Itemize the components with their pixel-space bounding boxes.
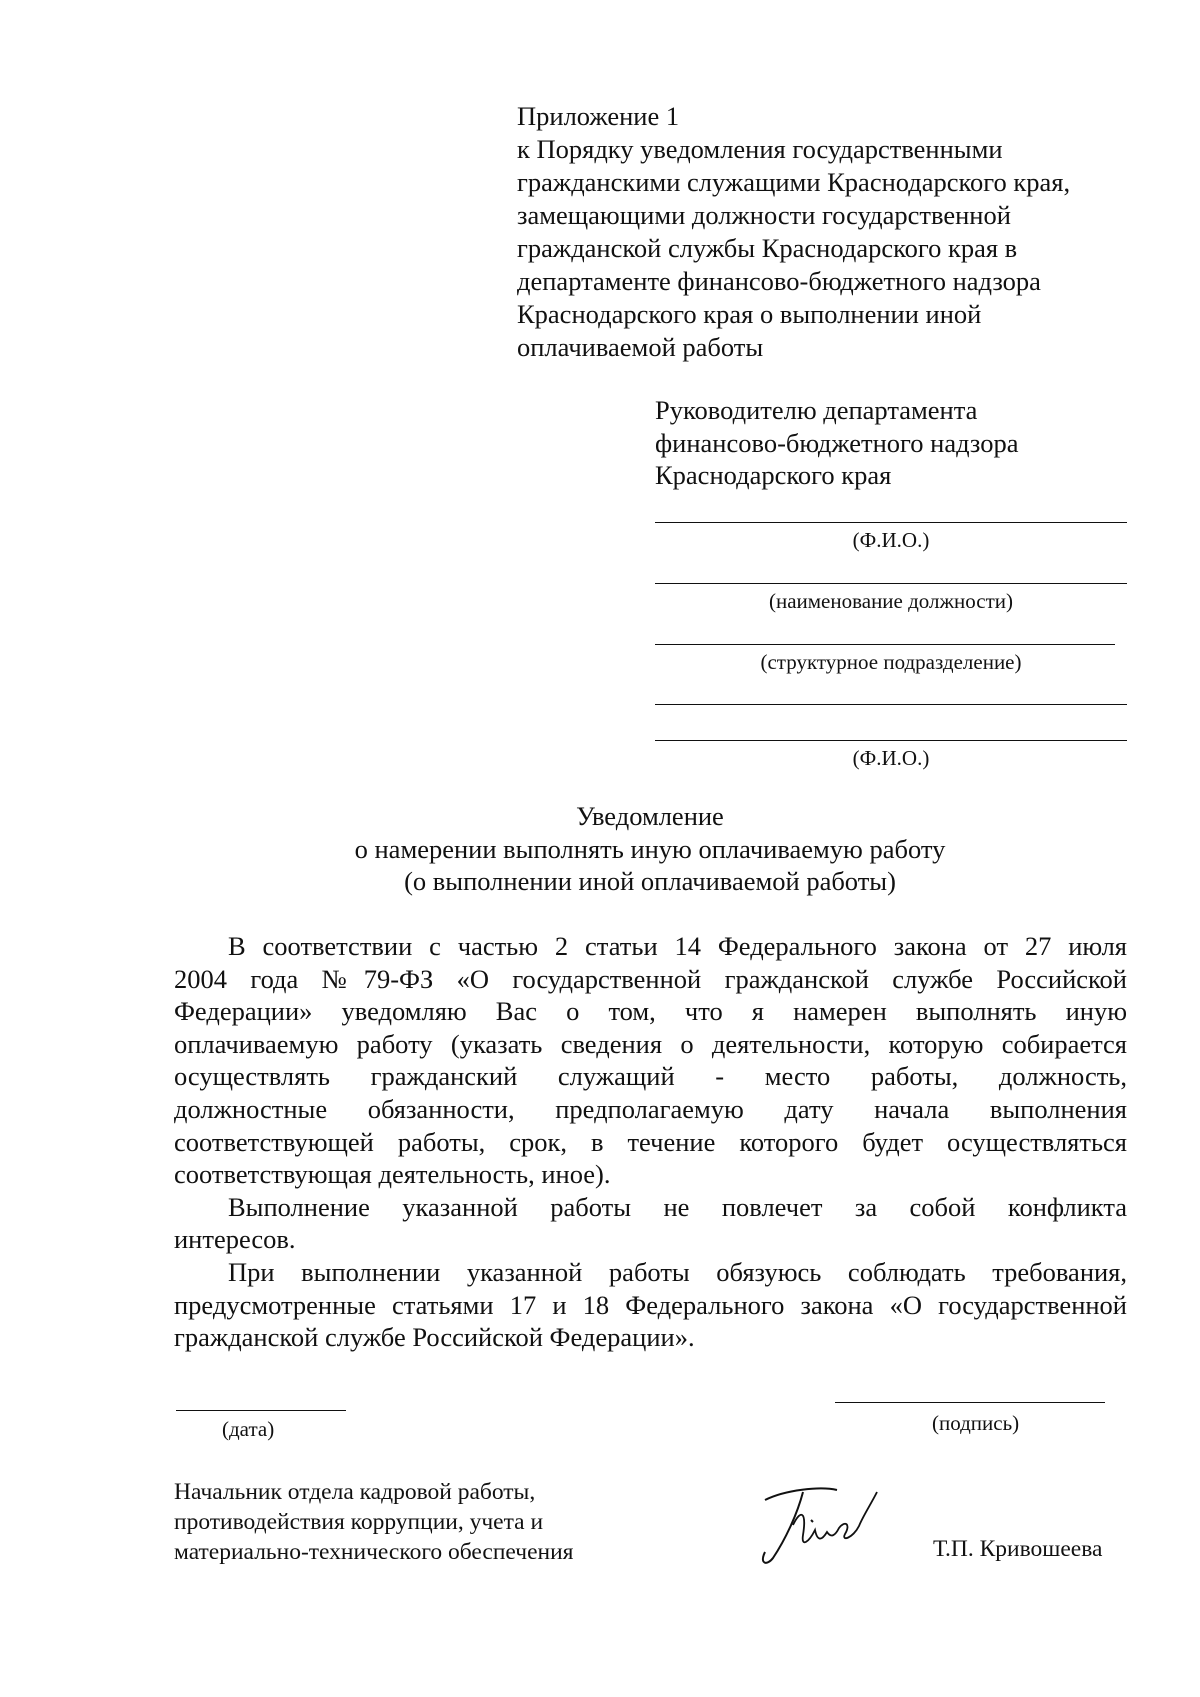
appendix-reference xyxy=(517,100,1137,364)
position-field[interactable] xyxy=(655,583,1127,584)
date-caption: (дата) xyxy=(222,1417,275,1441)
head-fio-field[interactable] xyxy=(655,522,1127,523)
appendix-line: департаменте финансово-бюджетного надзора xyxy=(517,266,1041,296)
official-position-line: противодействия коррупции, учета и xyxy=(174,1509,544,1535)
body-line: гражданской службе Российской Федерации». xyxy=(174,1322,695,1353)
appendix-line: замещающими должности государственной xyxy=(517,200,1011,230)
body-line: Выполнение указанной работы не повлечет за собой конфликта xyxy=(228,1191,1127,1222)
title-subtitle-alt: (о выполнении иной оплачиваемой работы) xyxy=(404,866,896,896)
head-fio-caption: (Ф.И.О.) xyxy=(852,528,930,552)
document-title xyxy=(200,800,1100,898)
title-main: Уведомление xyxy=(576,801,724,831)
handwritten-signature xyxy=(745,1480,885,1575)
body-line: оплачиваемую работу (указать сведения о деятельности, которую собирается xyxy=(174,1028,1127,1059)
addressee-line: финансово-бюджетного надзора xyxy=(655,427,1019,458)
official-position xyxy=(174,1477,573,1567)
official-position-line: материально-технического обеспечения xyxy=(174,1539,574,1565)
body-line: В соответствии с частью 2 статьи 14 Федерального закона от 27 июля xyxy=(228,931,1127,961)
appendix-line: Приложение 1 xyxy=(517,101,680,131)
addressee-line: Руководителю департамента xyxy=(655,395,978,425)
appendix-line: Краснодарского края о выполнении иной xyxy=(517,299,982,329)
body-line: интересов. xyxy=(174,1224,296,1255)
division-caption: (структурное подразделение) xyxy=(760,650,1022,674)
sender-fio-field[interactable] xyxy=(655,740,1127,741)
position-caption: (наименование должности) xyxy=(768,589,1014,613)
division-extra-field[interactable] xyxy=(655,704,1127,705)
body-line: 2004 года №79-ФЗ «О государственной гражданской службе Российской xyxy=(174,963,1127,994)
division-field[interactable] xyxy=(655,644,1115,645)
official-position-line: Начальник отдела кадровой работы, xyxy=(174,1479,536,1505)
title-subtitle: о намерении выполнять иную оплачиваемую работу xyxy=(354,833,946,864)
body-line: предусмотренные статьями 17 и 18 Федерального закона «О государственной xyxy=(174,1289,1127,1320)
signature-caption: (подпись) xyxy=(932,1411,1020,1435)
date-field[interactable] xyxy=(176,1410,346,1411)
body-line: должностные обязанности, предполагаемую дату начала выполнения xyxy=(174,1093,1127,1124)
addressee-block xyxy=(655,394,1135,492)
appendix-line: к Порядку уведомления государственными xyxy=(517,134,1003,164)
body-line: соответствующей работы, срок, в течение которого будет осуществляться xyxy=(174,1126,1127,1157)
appendix-line: гражданскими служащими Краснодарского края, xyxy=(517,167,1071,197)
signature-field[interactable] xyxy=(835,1402,1105,1403)
addressee-line: Краснодарского края xyxy=(655,460,892,490)
appendix-line: оплачиваемой работы xyxy=(517,332,764,362)
official-name: Т.П. Кривошеева xyxy=(933,1536,1103,1562)
body-line: При выполнении указанной работы обязуюсь соблюдать требования, xyxy=(228,1256,1127,1287)
notification-body xyxy=(174,930,1127,1354)
body-line: соответствующая деятельность, иное). xyxy=(174,1159,611,1190)
body-line: Федерации» уведомляю Вас о том, что я намерен выполнять иную xyxy=(174,996,1127,1027)
body-line: осуществлять гражданский служащий - место работы, должность, xyxy=(174,1061,1127,1092)
appendix-line: гражданской службы Краснодарского края в xyxy=(517,233,1018,263)
sender-fio-caption: (Ф.И.О.) xyxy=(852,746,930,770)
